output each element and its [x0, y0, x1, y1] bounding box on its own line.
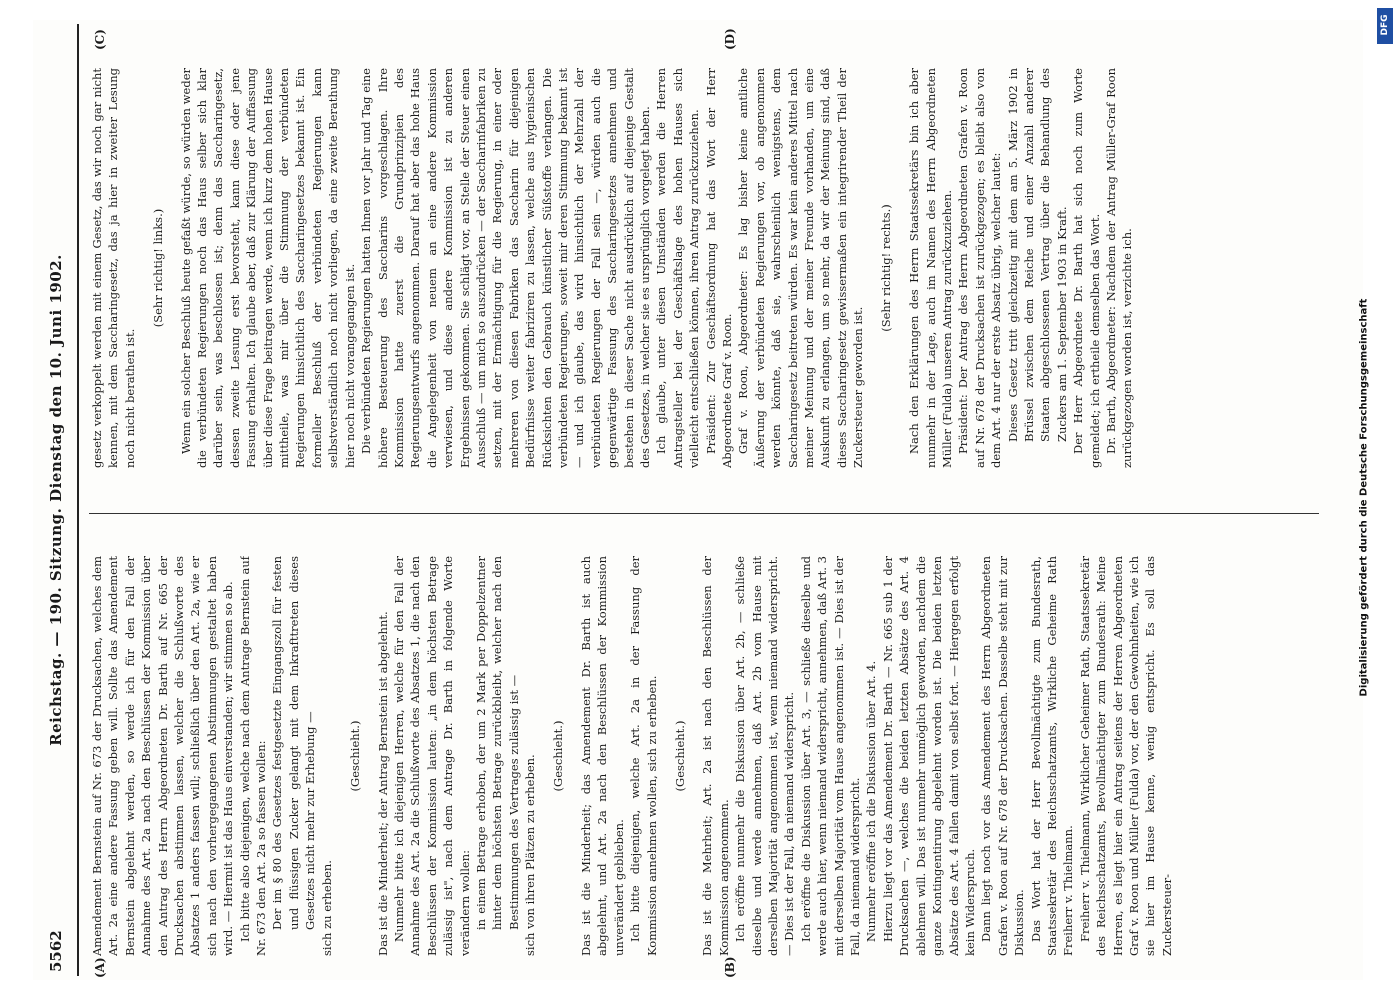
quoted-article: Dieses Gesetz tritt gleichzeitig mit dem am 5. März 1902 in Brüssel zwischen dem Reiche und einer Anzahl anderer Staaten abgeschlossenen Vertrag über die Behandlung des Zuckers am 1. September 1903 in Kraft.: [1005, 68, 1069, 442]
paragraph: Hierzu liegt vor das Amendement Dr. Barth — Nr. 665 sub 1 der Drucksachen —, welches die beiden letzten Absätze des Art. 4 ablehnen will. Das ist nunmehr unmöglich geworden, nachdem die ganze Kontingentirung abgelehnt worden ist. Die beiden letzten Absätze des Art. 4 fallen damit von selbst fort. — Hiergegen erfolgt kein Widerspruch.: [880, 556, 977, 956]
paragraph: Ich glaube, unter diesen Umständen werden die Herren Antragsteller bei der Geschäftslage des hohen Hauses sich vielleicht entschließen können, ihren Antrag zurückzuziehen.: [654, 68, 702, 468]
quoted-amendment: in einem Betrage erhoben, der um 2 Mark per Doppelzentner hinter dem höchsten Betrage zurückbleibt, welcher nach den Bestimmungen des Vertrages zulässig ist —: [473, 556, 521, 930]
paragraph: Graf v. Roon, Abgeordneter: Es lag bisher keine amtliche Äußerung der verbündeten Regierungen vor, ob angenommen werden könnte, daß sie, wahrscheinlich wenigstens, dem Saccharingesetz beitreten würden. Es war kein anderes Mittel nach meiner Meinung und der meiner Freunde vorhanden, um eine Auskunft zu erlangen, um so mehr, da wir der Meinung sind, daß dieses Saccharingesetz gewissermaßen ein integrirender Theil der Zuckersteuer geworden ist.: [736, 68, 866, 468]
paragraph: gesetz verkoppelt werden mit einem Gesetz, das wir noch gar nicht kennen, mit dem Saccharingesetz, das ja hier in zweiter Lesung noch nicht berathen ist.: [90, 68, 137, 468]
paragraph: Präsident: Zur Geschäftsordnung hat das Wort der Herr Abgeordnete Graf v. Roon.: [703, 68, 735, 468]
margin-marker-b: (B): [723, 956, 737, 978]
digitization-credit-text: Digitalisierung gefördert durch die Deutsche Forschungsgemeinschaft: [1358, 298, 1370, 697]
paragraph: Nunmehr eröffne ich die Diskussion über Art. 4.: [864, 660, 879, 942]
margin-marker-a: (A): [93, 957, 107, 978]
digitization-credit: [1344, 10, 1384, 990]
paragraph: Ich eröffne nunmehr die Diskussion über Art. 2b, — schließe dieselbe und werde annehmen, daß Art. 2b vom Hause mit derselben Majorität angenommen ist, wenn niemand widerspricht. — Dies ist der Fall, da niemand widerspricht.: [733, 556, 797, 956]
dfg-logo-text: DFG: [1380, 14, 1390, 36]
paragraph: Dr. Barth, Abgeordneter: Nachdem der Antrag Müller-Graf Roon zurückgezogen worden ist, verzichte ich.: [1103, 68, 1135, 468]
paragraph: Freiherr v. Thielmann, Wirklicher Geheimer Rath, Staatssekretär des Reichsschatzamts, Bevollmächtigter zum Bundesrath: Meine Herren, es liegt hier ein Antrag seitens der Herren Abgeordneten Graf v. Roon und Müller (Fulda) vor, der den Gewohnheiten, wie ich sie hier im Hause kenne, wenig entspricht. Es soll das Zuckersteuer-: [1077, 556, 1174, 956]
paragraph: Wenn ein solcher Beschluß heute gefaßt würde, so würden weder die verbündeten Regierungen noch das Haus selber sich klar darüber sein, was beschlossen ist; denn das Saccharingesetz, dessen zweite Lesung erst bevorsteht, kann diese oder jene Fassung erhalten. Ich glaube aber, daß zur Klärung der Auffassung über diese Frage beitragen werde, wenn ich kurz dem hohen Hause mittheile, was mir über die Stimmung der verbündeten Regierungen hinsichtlich des Saccharingesetzes bekannt ist. Ein formeller Beschluß der verbündeten Regierungen kann selbstverständlich noch nicht vorliegen, da eine zweite Berathung hier noch nicht vorangegangen ist.: [178, 68, 357, 468]
stage-direction: (Geschieht.): [551, 720, 566, 792]
stage-direction: (Sehr richtig! links.): [150, 208, 165, 328]
paragraph: Das ist die Mehrheit; Art. 2a ist nach den Beschlüssen der Kommission angenommen.: [700, 556, 731, 956]
stage-direction: (Sehr richtig! rechts.): [879, 204, 894, 332]
stage-direction: (Geschieht.): [672, 720, 687, 792]
paragraph: sich zu erheben.: [319, 860, 334, 956]
paragraph: Die verbündeten Regierungen hatten Ihnen vor Jahr und Tag eine höhere Besteuerung des Saccharins vorgeschlagen. Ihre Kommission hatte zuerst die Grundprinzipien des Regierungsentwurfs angenommen. Darauf hat aber das hohe Haus die Angelegenheit von neuem an eine andere Kommission verwiesen, und diese andere Kommission ist zu anderen Ergebnissen gekommen. Sie schlägt vor, an Stelle der Steuer einen Ausschluß — um mich so auszudrücken — der Saccharinfabriken zu setzen, mit der Ermächtigung für die Regierung, in einer oder mehreren von diesen Fabriken das Saccharin für diejenigen Bedürfnisse weiter fabriziren zu lassen, welche aus hygienischen Rücksichten den Gebrauch künstlicher Süßstoffe verlangen. Die verbündeten Regierungen, soweit mir deren Stimmung bekannt ist — und ich glaube, das wird hinsichtlich der Mehrzahl der verbündeten Regierungen der Fall sein —, würden auch die gegenwärtige Fassung des Saccharingesetzes annehmen und bestehen in dieser Sache nicht ausdrücklich auf diejenige Gestalt des Gesetzes, in welcher sie es ursprünglich vorgelegt haben.: [359, 68, 652, 468]
paragraph: Das ist die Minderheit; das Amendement Dr. Barth ist auch abgelehnt, und Art. 2a nach den Beschlüssen der Kommission unverändert geblieben.: [578, 556, 626, 956]
scanned-page: [33, 20, 1363, 980]
paragraph: Amendement Bernstein auf Nr. 673 der Drucksachen, welches dem Art. 2a eine andere Fassung geben will. Sollte das Amendement Bernstein abgelehnt werden, so werde ich für den Fall der Annahme des Art. 2a nach den Beschlüssen der Kommission über den Antrag des Herrn Abgeordneten Dr. Barth auf Nr. 665 der Drucksachen abstimmen lassen, welcher die Schlußworte des Absatzes 1 anders fassen will; schließlich über den Art. 2a, wie er sich nach den vorhergegangenen Abstimmungen gestaltet haben wird. — Hiermit ist das Haus einverstanden; wir stimmen so ab.: [90, 556, 236, 956]
right-column: [89, 68, 1329, 468]
paragraph: Nunmehr bitte ich diejenigen Herren, welche für den Fall der Annahme des Art. 2a die Schlußworte des Absatzes 1, die nach den Beschlüssen der Kommission lauten: „in dem höchsten Betrage zulässig ist", nach dem Antrage Dr. Barth in folgende Worte verändern wollen:: [391, 556, 472, 956]
paragraph: Nach den Erklärungen des Herrn Staatssekretärs bin ich aber nunmehr in der Lage, auch im Namen des Herrn Abgeordneten Müller (Fulda) unseren Antrag zurückzuziehen.: [907, 68, 954, 468]
left-column: [89, 556, 1329, 956]
paragraph: Der Herr Abgeordnete Dr. Barth hat sich noch zum Worte gemeldet; ich ertheile demselben das Wort.: [1071, 68, 1102, 468]
stage-direction: (Geschieht.): [347, 720, 362, 792]
margin-marker-c: (C): [93, 29, 107, 50]
margin-marker-d: (D): [723, 28, 737, 50]
header-rule: [77, 24, 79, 976]
column-divider: [89, 513, 1319, 514]
paragraph: Das ist die Minderheit; der Antrag Bernstein ist abgelehnt.: [375, 611, 390, 956]
page-number: 5562: [47, 930, 65, 972]
paragraph: Präsident: Der Antrag des Herrn Abgeordneten Grafen v. Roon auf Nr. 678 der Drucksachen ist zurückgezogen; es bleibt also von dem Art. 4 nur der erste Absatz übrig, welcher lautet:: [956, 68, 1004, 468]
paragraph: Ich eröffne die Diskussion über Art. 3, — schließe dieselbe und werde auch hier, wenn niemand widerspricht, annehmen, daß Art. 3 mit derselben Majorität vom Hause angenommen ist. — Dies ist der Fall, da niemand widerspricht.: [798, 556, 863, 956]
paragraph: Das Wort hat der Herr Bevollmächtigte zum Bundesrath, Staatssekretär des Reichsschatzamts, Wirkliche Geheime Rath Freiherr v. Thielmann.: [1028, 556, 1076, 956]
quoted-amendment: Der im § 80 des Gesetzes festgesetzte Eingangszoll für festen und flüssigen Zucker gelangt mit dem Inkrafttreten dieses Gesetzes nicht mehr zur Erhebung —: [270, 556, 318, 930]
running-title: Reichstag. — 190. Sitzung. Dienstag den 10. Juni 1902.: [47, 254, 65, 746]
paragraph: Dann liegt noch vor das Amendement des Herrn Abgeordneten Grafen v. Roon auf Nr. 678 der Drucksachen. Dasselbe steht mit zur Diskussion.: [979, 556, 1027, 956]
dfg-logo: [1377, 8, 1393, 44]
paragraph: sich von ihren Plätzen zu erheben.: [523, 754, 538, 956]
page-header: [33, 20, 77, 980]
paragraph: Ich bitte diejenigen, welche Art. 2a in der Fassung der Kommission annehmen wollen, sich zu erheben.: [628, 556, 659, 956]
paragraph: Ich bitte also diejenigen, welche nach dem Antrage Bernstein auf Nr. 673 den Art. 2a so fassen wollen:: [237, 556, 269, 956]
